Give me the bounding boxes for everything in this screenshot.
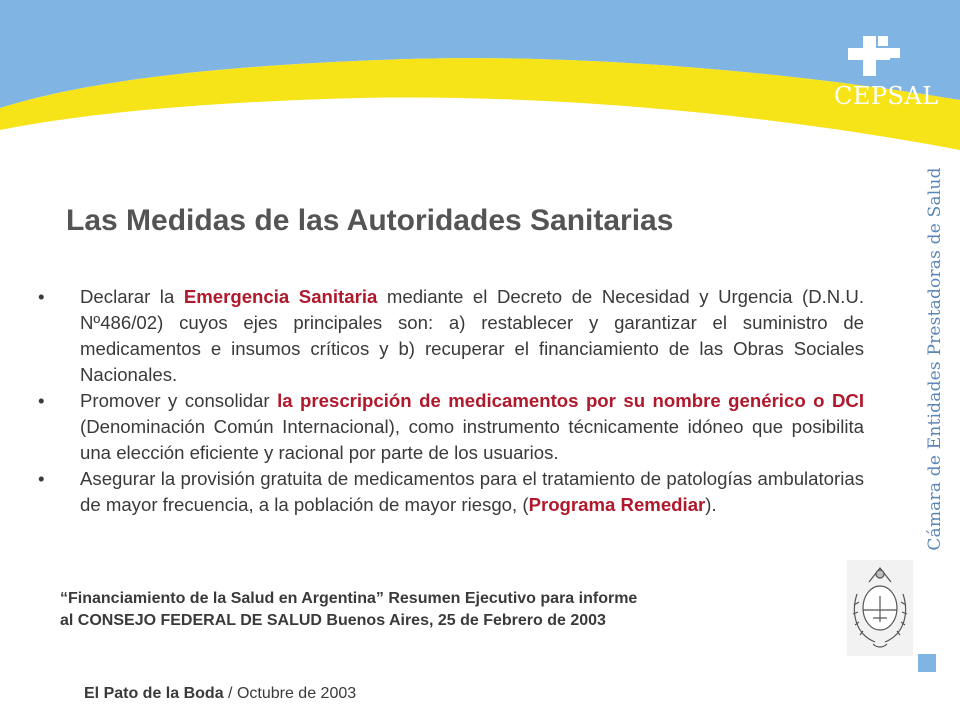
bullet-marker: •	[38, 286, 45, 307]
bullet-text: ).	[705, 494, 717, 515]
citation-line: “Financiamiento de la Salud en Argentina” Resumen Ejecutivo para informe	[60, 590, 638, 607]
bullet-text: Asegurar la provisión gratuita de medicamentos para el tratamiento de patologías ambulatorias de mayor frecuencia, a la población de mayor riesgo, (	[80, 468, 864, 515]
bullet-text: (Denominación Común Internacional), como instrumento técnicamente idóneo que posibilita una elección eficiente y racional por parte de los usuarios.	[80, 416, 864, 463]
bullet-marker: •	[38, 468, 45, 489]
footer	[84, 685, 356, 703]
bullet-text: Declarar la	[80, 286, 184, 307]
bullet-item	[38, 466, 864, 518]
bullet-highlight: la prescripción de medicamentos por su nombre genérico o DCI	[277, 390, 864, 411]
header-wave	[0, 0, 960, 200]
organization-name-vertical	[918, 166, 952, 551]
argentina-coat-of-arms-icon	[847, 560, 913, 656]
citation	[60, 588, 637, 632]
bullet-text: Promover y consolidar	[80, 390, 278, 411]
footer-date: Octubre de 2003	[236, 685, 357, 702]
bullet-highlight: Emergencia Sanitaria	[183, 286, 378, 307]
footer-separator: /	[223, 685, 237, 702]
bullet-item	[38, 284, 864, 388]
organization-name-text: Cámara de Entidades Prestadoras de Salud	[925, 166, 945, 551]
decorative-square	[918, 654, 936, 672]
citation-line: al CONSEJO FEDERAL DE SALUD Buenos Aires, 25 de Febrero de 2003	[60, 612, 606, 629]
footer-title: El Pato de la Boda	[84, 685, 224, 702]
bullet-highlight: Programa Remediar	[528, 494, 706, 515]
slide-title: Las Medidas de las Autoridades Sanitarias	[66, 204, 674, 237]
bullet-marker: •	[38, 390, 45, 411]
bullet-text: mediante el Decreto de Necesidad y Urgencia (D.N.U. Nº486/02) cuyos ejes principales son: a) restablecer y garantizar el suministro de medicamentos e insumos críticos y b) recuperar el financiamiento de las Obras Sociales Nacionales.	[80, 286, 864, 385]
bullet-item	[38, 388, 864, 466]
bullet-list	[38, 284, 864, 518]
logo-text: CEPSAL	[834, 82, 939, 110]
